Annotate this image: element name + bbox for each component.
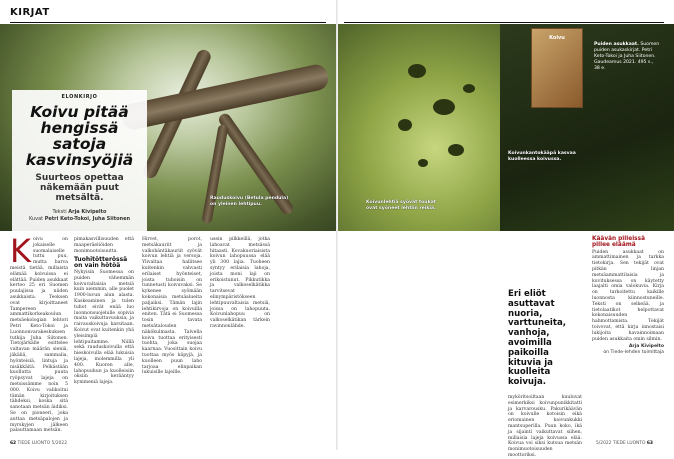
page-number-left: 62 — [10, 441, 17, 446]
book-caption — [594, 42, 660, 72]
sidebar-review — [592, 237, 664, 356]
body-text: Nykyisin Suomessa on puiden vähemmän koivuvaltaisia metsiä kuin aiemmin, alle puolet 1900-luvun alun alasta. Kaskeaminen ja tulen tuhot eivät enää luo luonnonsuojelulle sopivia maita vaikuttavuuksia, ja raivauskoivuja karsitaan. Koivut ovat kuitenkin yhä yleisimpiä lehtipuitamme. Niillä sekä rauduskoivulla että hieskoivulla elää lukuisia lajeja, molemmilla yli 400. Kuoren alle, lahopuuhun ja kuolleisiin oksiin kerääntyy kymmeniä lajeja. — [74, 269, 134, 386]
folio-right — [596, 441, 653, 446]
leaf-hole — [448, 144, 464, 156]
book-caption-lead: Puiden asukkaat. — [594, 42, 639, 47]
book-cover — [531, 28, 583, 108]
byline-photo-name: Petri Keto-Tokoi, Juha Siitonen — [44, 216, 131, 222]
byline-text-name: Arja Kivipelto — [68, 209, 107, 215]
body-text: oivu on jokaiselle suomalaiselle tuttu puu, mutta harva meistä tietää, millaista elämää koivuissa ei elättää. Puiden asukkaat kertoo 25 eri Suomen puulajissa ja niiden asukkaista. Teoksen ovat kirjoittaneet Tampereen ammattikorkeakoulun metsäekologian lehtori Petri Keto-Tokoi ja Luonnonvarakeskuksen tutkija Juha Siitonen. Tietojärkälle esittelee valtavan määrän sieniä, jäkäliä, sammalia, hyönteisiä, lintuja ja nisäkkäitä. Pelkästään kuollutta puuta ryöpsyvat lajeja on metsissämme noin 5 000. Koivu valikoitui tämän kirjoituksen tähdeksi, koska sitä sanotaan metsän äidiksi. Se on pioneeri, joka auttaa metsäpalojen ja myrskyjen jälkeen palauttamaan metsän. — [10, 237, 68, 434]
magazine-name-left: TIEDE LUONTO 5/2022 — [17, 441, 67, 446]
leaf-hole — [418, 159, 428, 167]
section-rule-left — [10, 22, 326, 23]
leaf-hole — [433, 99, 455, 115]
signature-name: Arja Kivipelto — [628, 344, 664, 350]
drop-cap: K — [10, 232, 31, 270]
sidebar-title: Käävän pilleissä pillee eläämä — [592, 236, 645, 248]
magazine-name-right: 5/2022 TIEDE LUONTO — [596, 441, 646, 446]
byline-text-label: Teksti — [52, 209, 67, 215]
hero-caption: Rauduskoivu (Betula pendula) on yleinen lehtipuu. — [210, 196, 289, 207]
page-title: Koivu pitää hengissä satoja kasvinsyöjiä — [25, 103, 134, 169]
leaf-hole — [463, 84, 475, 93]
byline-photo-label: Kuvat — [28, 216, 44, 222]
body-text: Hirvet, porot, metsäkauriit ja valkohäntäkauriit syövät koivun lehtiä ja versoja. Ylivaltaa hallitsee kuitenkin vahvasti erilaiset hyönteiset, joista tuhoisin on tunnetusti koivuvaksi. Se kykenee syömään kokonaisia metsäalueita paljaiksi. Tämän lajin lehtikirvoja on koivuilla eniten. Tätä ei Suomessa tosin tavata metsätalouden näkökulmasta. Talvella koivu tuottaa erityisesti tuohta, joka suojaa kaarnaa. Vuosittain koivu tuottaa myös käpyjä, ja kuolleen puun laho tarjoaa elinpaikan lukuisille lajeille. — [142, 237, 202, 376]
column-4 — [210, 237, 270, 330]
section-rule-right — [344, 22, 664, 23]
signature-role: on Tiede-lehden toimittaja — [603, 350, 664, 356]
leaf-caption: Koivunlehtiä syövät toukat ovat syöneet lehtiin reikiä. — [366, 200, 436, 211]
body-text: usein pilkkeillä, jotka lahoavat metsässä hitaasti. Kovakuoriaisista koivun lahopuussa elää yli 300 lajia. Tuoheen syntyy erilaisia lahoja, joista moni laji on erikoistunut. Pikkutikka ja valkoselkätikka tarvitsevat elinympäristökseen lehtipuuvaltaisia metsiä, joissa on lahopuuta. Koivunlahopuu on valkoselkätikan tärkein ravinnonlähde. — [210, 237, 270, 329]
leaf-photo — [338, 24, 500, 231]
book-cover-title: Koivu — [549, 35, 565, 41]
deck: Suurteos opettaa näkemään puut metsältä. — [35, 173, 124, 203]
leaf-hole — [398, 119, 412, 131]
book-caption-body: Suomen puiden asukaskirjat. Petri Keto-Tokoi ja Juha Siitonen. Gaudeamus 2021. 495 s., 38 e. — [594, 42, 660, 71]
pull-quote: Eri eliöt asuttavat nuoria, varttuneita, vanhoja, avoimilla paikoilla kituvia ja kuolleita koivuja. — [508, 289, 567, 388]
byline — [16, 209, 143, 223]
headline-box — [12, 90, 147, 231]
column-1 — [10, 232, 68, 434]
body-text: pimakasvillisuuden että maaperäeliöiden monimuotoisuutta. — [74, 237, 134, 254]
folio-left — [10, 441, 67, 446]
subheading: Tuohitötterössä on vain hötöä — [74, 256, 128, 270]
fungus-caption: Koivunkantokääpä kasvaa kuolleessa koivussa. — [508, 151, 576, 162]
page-number-right: 63 — [646, 441, 653, 446]
signature — [592, 344, 664, 356]
column-3 — [142, 237, 202, 376]
sidebar-text: Puiden asukkaat on ammattimainen ja tarkka tietokirja. Sen tekijät ovat pitkän linjan metsäammattilaisia ja kuvituksessa on käytetty laajalti omia valokuvia. Kirja on tarkoitettu kaikille luonnosta kiinnostuneille. Teksti on selkeää, ja tietolaatikot helpottavat kokonaisuuden hahmottamista. Tekijät toivovat, että kirja innostaisi lukijoita havainnoimaan puiden asukkaita omin silmin. — [592, 249, 664, 342]
leaf-hole — [408, 64, 426, 78]
section-label: KIRJAT — [10, 7, 50, 18]
column-2 — [74, 237, 134, 386]
body-text: myköritsoiltaan kuuluvat esimerkiksi koivunpunikkitatti ja karvarousku. Pakurikäävän on koivulle kotoisin eikä eriomainen koivunkukki mantsuperilla. Puun koko, ikä ja sijainti vaikuttavat siihen, millaisia lajeja koivussa elää. Koivua voi siksi kutsua metsän monimuotoisuuden moottoriksi. — [508, 395, 582, 458]
kicker: ELONKIRJO — [61, 94, 98, 100]
column-7 — [508, 395, 582, 459]
